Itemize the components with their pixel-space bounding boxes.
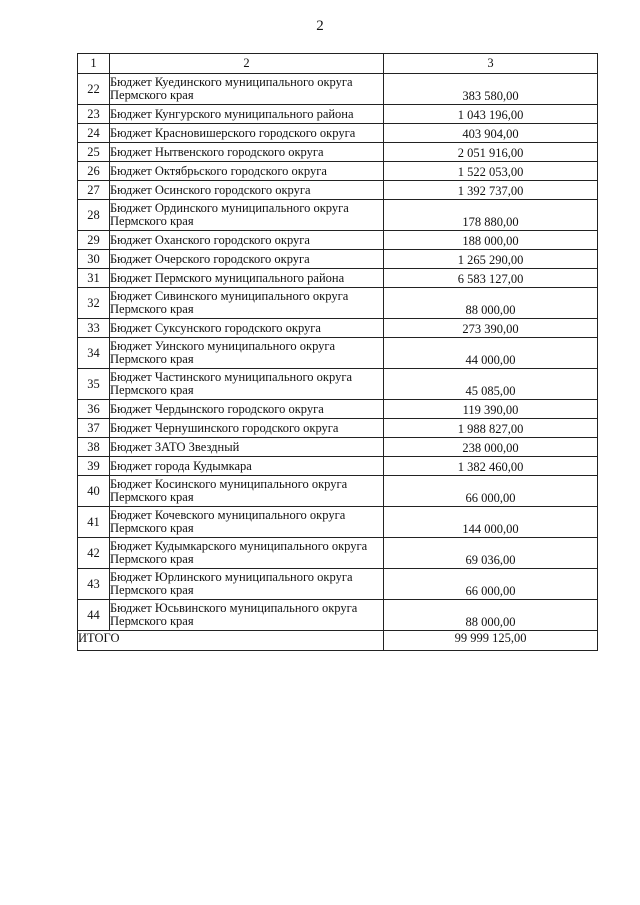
budget-amount: 2 051 916,00 bbox=[384, 143, 598, 162]
budget-name: Бюджет Октябрьского городского округа bbox=[110, 162, 384, 181]
table-body bbox=[78, 74, 598, 631]
budget-amount: 238 000,00 bbox=[384, 438, 598, 457]
budget-amount: 6 583 127,00 bbox=[384, 269, 598, 288]
budget-amount: 273 390,00 bbox=[384, 319, 598, 338]
budget-name: Бюджет Пермского муниципального района bbox=[110, 269, 384, 288]
table-row bbox=[78, 457, 598, 476]
row-number: 38 bbox=[78, 438, 110, 457]
row-number: 34 bbox=[78, 338, 110, 369]
row-number: 43 bbox=[78, 569, 110, 600]
table-row bbox=[78, 538, 598, 569]
row-number: 30 bbox=[78, 250, 110, 269]
budget-amount: 44 000,00 bbox=[384, 338, 598, 369]
table-row bbox=[78, 476, 598, 507]
total-row bbox=[78, 631, 598, 651]
table-row bbox=[78, 231, 598, 250]
budget-name: Бюджет Нытвенского городского округа bbox=[110, 143, 384, 162]
budget-amount: 1 988 827,00 bbox=[384, 419, 598, 438]
budget-name: Бюджет Частинского муниципального округа Пермского края bbox=[110, 369, 384, 400]
budget-amount: 88 000,00 bbox=[384, 600, 598, 631]
budget-name: Бюджет Косинского муниципального округа Пермского края bbox=[110, 476, 384, 507]
budget-amount: 69 036,00 bbox=[384, 538, 598, 569]
budget-amount: 1 043 196,00 bbox=[384, 105, 598, 124]
budget-name: Бюджет Оханского городского округа bbox=[110, 231, 384, 250]
budget-amount: 383 580,00 bbox=[384, 74, 598, 105]
budget-table bbox=[77, 53, 598, 651]
table-row bbox=[78, 200, 598, 231]
budget-name: Бюджет Чердынского городского округа bbox=[110, 400, 384, 419]
table-row bbox=[78, 143, 598, 162]
column-header-number: 1 bbox=[78, 54, 110, 74]
budget-amount: 1 265 290,00 bbox=[384, 250, 598, 269]
budget-name: Бюджет Красновишерского городского округа bbox=[110, 124, 384, 143]
budget-name: Бюджет Уинского муниципального округа Пермского края bbox=[110, 338, 384, 369]
table-row bbox=[78, 369, 598, 400]
budget-amount: 144 000,00 bbox=[384, 507, 598, 538]
table-header-row bbox=[78, 54, 598, 74]
table-row bbox=[78, 250, 598, 269]
table-row bbox=[78, 74, 598, 105]
row-number: 40 bbox=[78, 476, 110, 507]
table-row bbox=[78, 269, 598, 288]
budget-name: Бюджет Ординского муниципального округа Пермского края bbox=[110, 200, 384, 231]
row-number: 23 bbox=[78, 105, 110, 124]
table-row bbox=[78, 288, 598, 319]
budget-name: Бюджет Суксунского городского округа bbox=[110, 319, 384, 338]
table-row bbox=[78, 181, 598, 200]
budget-amount: 188 000,00 bbox=[384, 231, 598, 250]
budget-amount: 66 000,00 bbox=[384, 569, 598, 600]
total-amount: 99 999 125,00 bbox=[384, 631, 598, 651]
budget-name: Бюджет Чернушинского городского округа bbox=[110, 419, 384, 438]
table-row bbox=[78, 507, 598, 538]
row-number: 33 bbox=[78, 319, 110, 338]
budget-amount: 45 085,00 bbox=[384, 369, 598, 400]
row-number: 25 bbox=[78, 143, 110, 162]
row-number: 39 bbox=[78, 457, 110, 476]
budget-amount: 88 000,00 bbox=[384, 288, 598, 319]
table-row bbox=[78, 105, 598, 124]
budget-name: Бюджет Кочевского муниципального округа Пермского края bbox=[110, 507, 384, 538]
budget-amount: 1 392 737,00 bbox=[384, 181, 598, 200]
table-row bbox=[78, 419, 598, 438]
budget-amount: 178 880,00 bbox=[384, 200, 598, 231]
budget-amount: 1 382 460,00 bbox=[384, 457, 598, 476]
budget-name: Бюджет Куединского муниципального округа Пермского края bbox=[110, 74, 384, 105]
budget-name: Бюджет Юрлинского муниципального округа Пермского края bbox=[110, 569, 384, 600]
row-number: 32 bbox=[78, 288, 110, 319]
table-row bbox=[78, 162, 598, 181]
row-number: 24 bbox=[78, 124, 110, 143]
row-number: 22 bbox=[78, 74, 110, 105]
budget-amount: 119 390,00 bbox=[384, 400, 598, 419]
row-number: 31 bbox=[78, 269, 110, 288]
row-number: 28 bbox=[78, 200, 110, 231]
table-row bbox=[78, 338, 598, 369]
budget-name: Бюджет ЗАТО Звездный bbox=[110, 438, 384, 457]
budget-name: Бюджет Кунгурского муниципального района bbox=[110, 105, 384, 124]
row-number: 27 bbox=[78, 181, 110, 200]
row-number: 37 bbox=[78, 419, 110, 438]
row-number: 29 bbox=[78, 231, 110, 250]
budget-name: Бюджет Сивинского муниципального округа Пермского края bbox=[110, 288, 384, 319]
row-number: 35 bbox=[78, 369, 110, 400]
budget-name: Бюджет Юсьвинского муниципального округа Пермского края bbox=[110, 600, 384, 631]
budget-name: Бюджет Осинского городского округа bbox=[110, 181, 384, 200]
row-number: 36 bbox=[78, 400, 110, 419]
page-number: 2 bbox=[316, 18, 324, 34]
budget-name: Бюджет города Кудымкара bbox=[110, 457, 384, 476]
table-row bbox=[78, 569, 598, 600]
row-number: 42 bbox=[78, 538, 110, 569]
budget-name: Бюджет Кудымкарского муниципального округа Пермского края bbox=[110, 538, 384, 569]
budget-amount: 66 000,00 bbox=[384, 476, 598, 507]
column-header-name: 2 bbox=[110, 54, 384, 74]
table-row bbox=[78, 438, 598, 457]
table-row bbox=[78, 600, 598, 631]
budget-amount: 403 904,00 bbox=[384, 124, 598, 143]
row-number: 26 bbox=[78, 162, 110, 181]
table-row bbox=[78, 400, 598, 419]
budget-amount: 1 522 053,00 bbox=[384, 162, 598, 181]
column-header-amount: 3 bbox=[384, 54, 598, 74]
row-number: 44 bbox=[78, 600, 110, 631]
row-number: 41 bbox=[78, 507, 110, 538]
budget-name: Бюджет Очерского городского округа bbox=[110, 250, 384, 269]
table-row bbox=[78, 319, 598, 338]
total-label: ИТОГО bbox=[78, 631, 384, 651]
table-row bbox=[78, 124, 598, 143]
